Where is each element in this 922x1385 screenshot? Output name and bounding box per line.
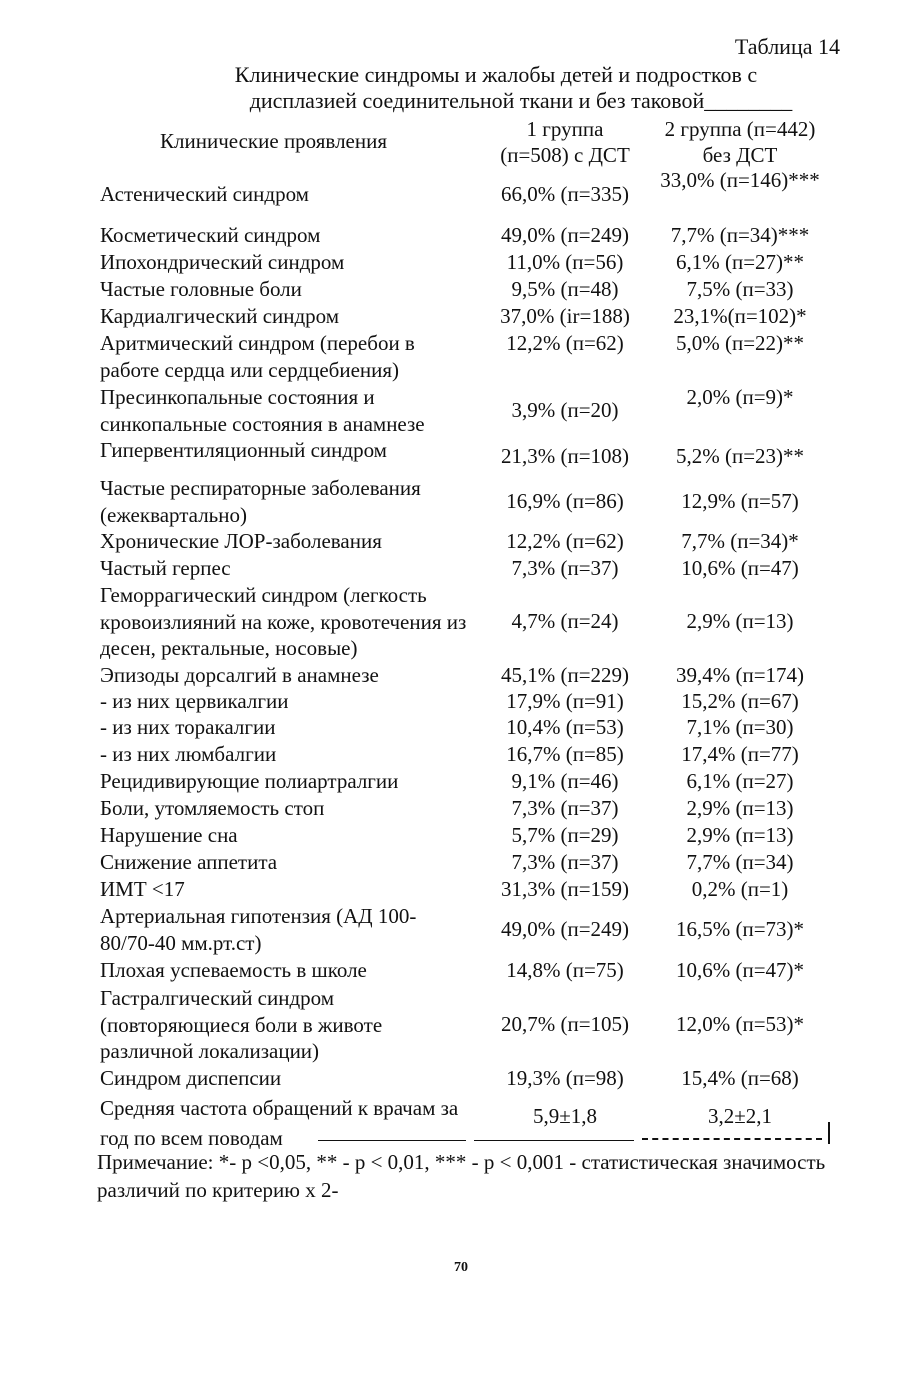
row-group1-value: 7,3% (п=37)	[511, 556, 619, 580]
row-group2-value: 7,7% (п=34)	[686, 850, 794, 874]
row-group1-value: 20,7% (п=105)	[500, 1012, 630, 1036]
row-group1-value: 10,4% (п=53)	[506, 715, 624, 739]
table-edge-mark	[828, 1122, 830, 1144]
row-label: - из них цервикалгии	[100, 689, 289, 713]
table-bottom-rule	[318, 1140, 466, 1141]
header-group2	[640, 116, 840, 168]
row-group2-value: 7,1% (п=30)	[686, 715, 794, 739]
row-group1-value: 37,0% (ir=188)	[500, 304, 630, 328]
row-group1-value: 16,7% (п=85)	[506, 742, 624, 766]
row-label: Астенический синдром	[100, 182, 309, 206]
row-label: Плохая успеваемость в школе	[100, 958, 367, 982]
row-group2-value: 12,9% (п=57)	[681, 489, 799, 513]
row-group1-value: 9,1% (п=46)	[511, 769, 619, 793]
row-group2-value: 3,2±2,1	[707, 1104, 773, 1128]
row-group2-value: 0,2% (п=1)	[691, 877, 789, 901]
row-group2-value: 17,4% (п=77)	[681, 742, 799, 766]
row-group2-value: 39,4% (п=174)	[675, 663, 805, 687]
table-note: Примечание: *- р <0,05, ** - р < 0,01, *** - р < 0,001 - статистическая значимость различий по критерию х 2-	[97, 1150, 826, 1202]
row-group2-value: 15,4% (п=68)	[681, 1066, 799, 1090]
row-group1-value: 12,2% (п=62)	[506, 529, 624, 553]
row-group2-value: 2,9% (п=13)	[686, 823, 794, 847]
row-group2-value: 7,5% (п=33)	[686, 277, 794, 301]
row-label: Средняя частота обращений к врачам за год по всем поводам	[100, 1096, 459, 1150]
row-label: Пресинкопальные состояния и синкопальные состояния в анамнезе	[100, 385, 425, 436]
row-group2-value: 6,1% (п=27)	[686, 769, 794, 793]
page-number: 70	[454, 1260, 468, 1275]
row-group2-value: 16,5% (п=73)*	[675, 917, 805, 941]
row-group2-value: 12,0% (п=53)*	[675, 1012, 805, 1036]
row-group1-value: 45,1% (п=229)	[500, 663, 630, 687]
row-label: Снижение аппетита	[100, 850, 278, 874]
row-group2-value: 7,7% (п=34)***	[670, 223, 810, 247]
row-group2-value: 10,6% (п=47)*	[675, 958, 805, 982]
row-group2-value: 5,0% (п=22)**	[675, 331, 805, 355]
row-group2-value: 15,2% (п=67)	[681, 689, 799, 713]
header-group1	[475, 116, 655, 168]
row-label: Кардиалгический синдром	[100, 304, 340, 328]
row-group1-value: 7,3% (п=37)	[511, 850, 619, 874]
header-group2-line1: 2 группа (п=442)	[664, 117, 816, 141]
table-label: Таблица 14	[734, 34, 840, 59]
row-label: Частые головные боли	[100, 277, 302, 301]
row-group1-value: 16,9% (п=86)	[506, 489, 624, 513]
row-label: Эпизоды дорсалгий в анамнезе	[100, 663, 379, 687]
row-label: Косметический синдром	[100, 223, 321, 247]
row-label: Синдром диспепсии	[100, 1066, 282, 1090]
row-label: Геморрагический синдром (легкость кровоизлияний на коже, кровотечения из десен, ректальные, носовые)	[100, 583, 467, 660]
row-group2-value: 2,0% (п=9)*	[686, 385, 794, 409]
table-bottom-rule	[474, 1140, 634, 1141]
row-group2-value: 2,9% (п=13)	[686, 609, 794, 633]
table-title-line-2: дисплазией соединительной ткани и без таковой________	[249, 88, 793, 113]
row-label: Хронические ЛОР-заболевания	[100, 529, 382, 553]
row-group1-value: 49,0% (п=249)	[500, 223, 630, 247]
row-group1-value: 66,0% (п=335)	[500, 182, 630, 206]
row-label: Ипохондрический синдром	[100, 250, 345, 274]
row-label: Гипервентиляционный синдром	[100, 438, 387, 462]
row-group1-value: 19,3% (п=98)	[506, 1066, 624, 1090]
row-label: Гастралгический синдром (повторяющиеся боли в животе различной локализации)	[100, 986, 383, 1063]
row-label: Боли, утомляемость стоп	[100, 796, 325, 820]
header-group1-line2: (п=508) с ДСТ	[500, 143, 630, 167]
row-group2-value: 10,6% (п=47)	[681, 556, 799, 580]
row-label: - из них люмбалгии	[100, 742, 277, 766]
row-group2-value: 23,1%(п=102)*	[673, 304, 807, 328]
header-group2-line2: без ДСТ	[702, 143, 778, 167]
row-group1-value: 9,5% (п=48)	[511, 277, 619, 301]
row-group1-value: 31,3% (п=159)	[500, 877, 630, 901]
row-label: Нарушение сна	[100, 823, 238, 847]
row-group2-value: 2,9% (п=13)	[686, 796, 794, 820]
row-group2-value: 6,1% (п=27)**	[675, 250, 805, 274]
table-title-line-1: Клинические синдромы и жалобы детей и подростков с	[234, 62, 758, 87]
row-group2-value: 5,2% (п=23)**	[675, 444, 805, 468]
row-group1-value: 5,9±1,8	[532, 1104, 598, 1128]
row-group1-value: 17,9% (п=91)	[506, 689, 624, 713]
row-group1-value: 7,3% (п=37)	[511, 796, 619, 820]
header-clinical-manifestations: Клинические проявления	[160, 129, 388, 153]
row-label: - из них торакалгии	[100, 715, 276, 739]
row-group1-value: 21,3% (п=108)	[500, 444, 630, 468]
row-group2-value: 7,7% (п=34)*	[681, 529, 799, 553]
row-group1-value: 49,0% (п=249)	[500, 917, 630, 941]
row-group1-value: 11,0% (п=56)	[506, 250, 624, 274]
row-group2-value: 33,0% (п=146)***	[660, 168, 820, 192]
row-group1-value: 14,8% (п=75)	[506, 958, 624, 982]
row-label: Частый герпес	[100, 556, 231, 580]
row-label: Аритмический синдром (перебои в работе сердца или сердцебиения)	[100, 331, 415, 382]
row-group1-value: 3,9% (п=20)	[511, 398, 619, 422]
table-bottom-rule-dashed	[642, 1138, 822, 1140]
row-group1-value: 4,7% (п=24)	[511, 609, 619, 633]
row-label: Рецидивирующие полиартралгии	[100, 769, 399, 793]
row-label: Артериальная гипотензия (АД 100-80/70-40 мм.рт.ст)	[100, 904, 417, 955]
header-group1-line1: 1 группа	[526, 117, 604, 141]
row-label: ИМТ <17	[100, 877, 185, 901]
row-label: Частые респираторные заболевания (ежеквартально)	[100, 476, 421, 527]
row-group1-value: 5,7% (п=29)	[511, 823, 619, 847]
row-group1-value: 12,2% (п=62)	[506, 331, 624, 355]
